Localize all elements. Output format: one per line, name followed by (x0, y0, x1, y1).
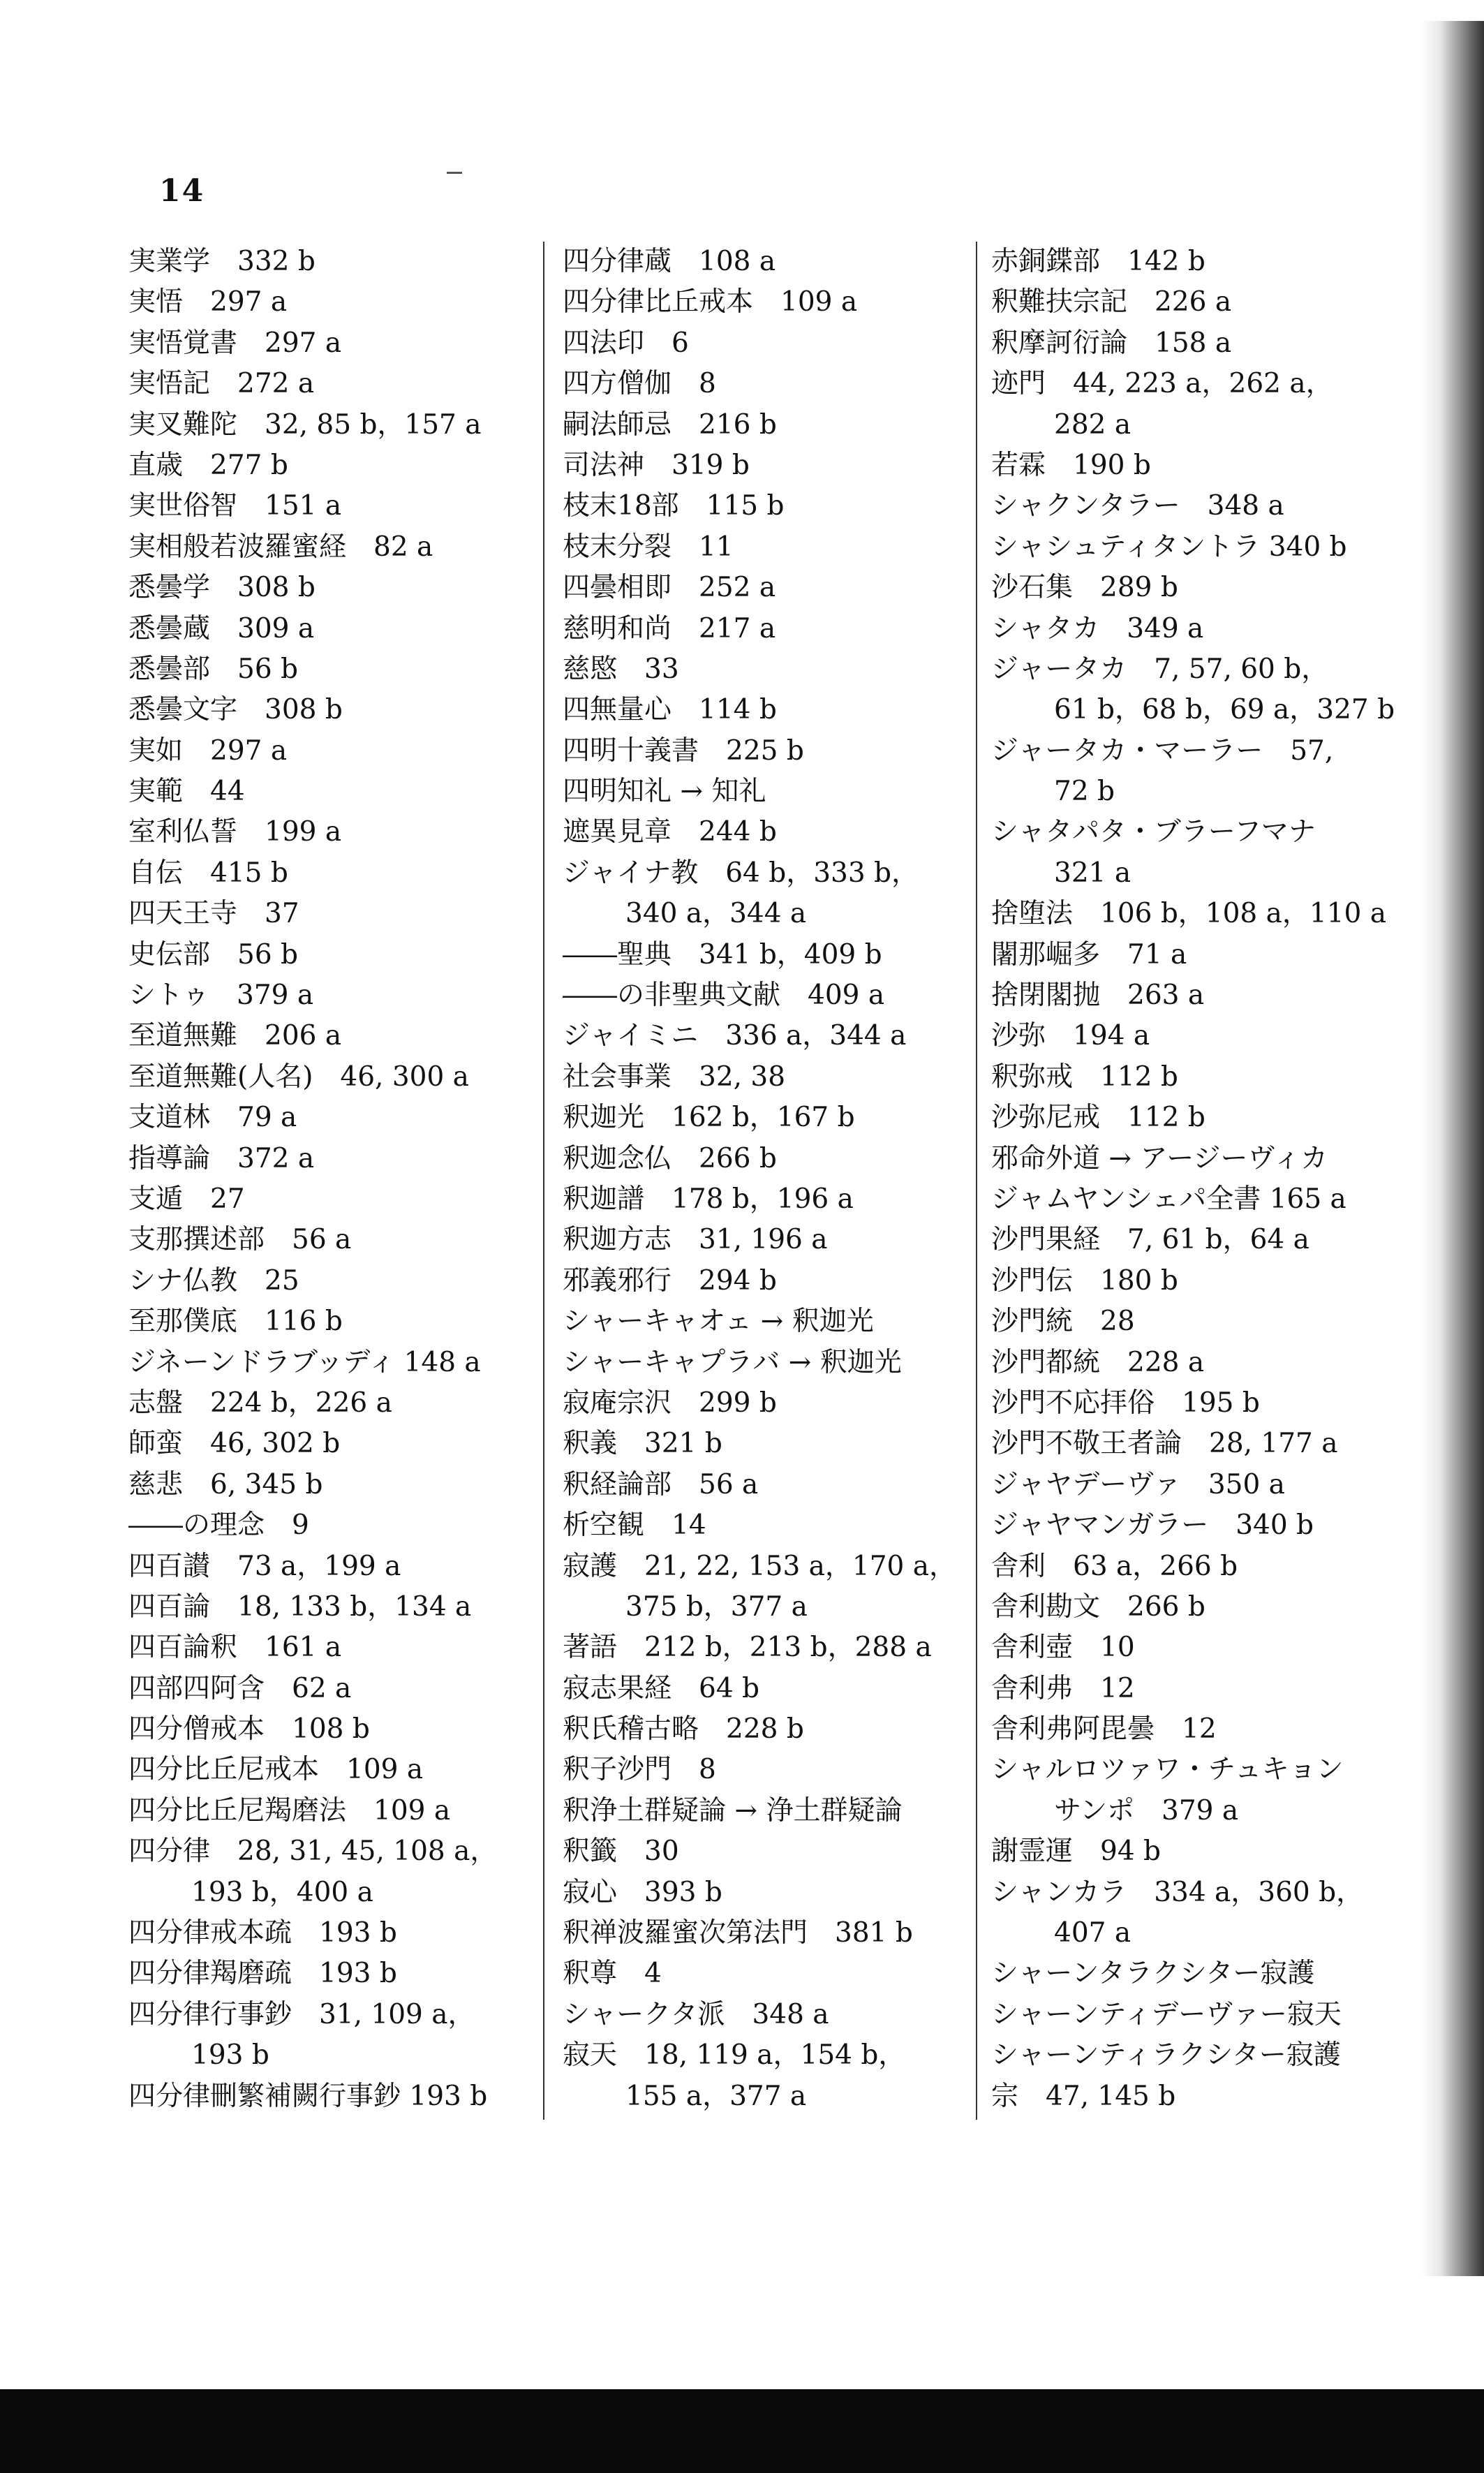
index-entry: 舎利弗阿毘曇 12 (991, 1713, 1217, 1745)
index-entry: 実如 297 a (128, 734, 288, 767)
index-entry: シャーンタラクシター寂護 (991, 1958, 1315, 1990)
index-entry: 四百讃 73 a，199 a (128, 1550, 401, 1582)
index-entry: 沙門統 28 (991, 1306, 1135, 1338)
index-entry: 至道無難 206 a (128, 1020, 342, 1052)
index-entry: 析空観 14 (563, 1509, 706, 1542)
index-entry: 捨堕法 106 b，108 a，110 a (991, 898, 1386, 930)
index-entry: 寂心 393 b (563, 1876, 722, 1908)
index-entry: ジャヤマンガラー 340 b (991, 1509, 1314, 1542)
index-entry: 司法神 319 b (563, 449, 750, 481)
index-entry: 闍那崛多 71 a (991, 938, 1187, 970)
index-entry: 支那撰述部 56 a (128, 1224, 352, 1256)
index-entry: 釈弥戒 112 b (991, 1061, 1178, 1093)
index-entry: 指導論 372 a (128, 1142, 315, 1174)
index-entry: 実悟記 272 a (128, 368, 315, 400)
index-entry: 実業学 332 b (128, 246, 316, 277)
index-entry: 四天王寺 37 (128, 898, 299, 930)
index-entry: 史伝部 56 b (128, 938, 298, 970)
index-entry: 迹門 44, 223 a，262 a， (991, 368, 1333, 400)
index-entry: 釈難扶宗記 226 a (991, 286, 1232, 318)
index-entry: ――の理念 9 (128, 1509, 309, 1542)
index-entry: 舎利 63 a，266 b (991, 1550, 1238, 1582)
index-entry: 321 a (1054, 857, 1131, 889)
index-entry: 慈明和尚 217 a (563, 612, 776, 644)
index-entry: 室利仏誓 199 a (128, 816, 342, 848)
index-entry: 直歳 277 b (128, 449, 288, 481)
index-entry: 155 a，377 a (625, 2080, 807, 2112)
index-column-1 (128, 242, 526, 2117)
index-entry: 四分律比丘戒本 109 a (563, 286, 858, 318)
index-entry: 寂天 18, 119 a，154 b， (563, 2039, 906, 2072)
index-entry: 実悟 297 a (128, 286, 288, 318)
index-entry: ――聖典 341 b，409 b (563, 938, 882, 970)
index-entry: 寂庵宗沢 299 b (563, 1387, 777, 1419)
index-entry: 四明知礼 → 知礼 (563, 776, 766, 808)
index-entry: 舎利勘文 266 b (991, 1590, 1205, 1623)
column-divider-2 (976, 242, 977, 2120)
index-entry: 実世俗智 151 a (128, 490, 342, 522)
index-entry: 釈迦光 162 b，167 b (563, 1102, 855, 1134)
scan-bottom-border (0, 2389, 1484, 2473)
index-entry: 沙門都統 228 a (991, 1346, 1205, 1378)
index-entry: 四明十義書 225 b (563, 734, 804, 767)
index-entry: 四分律戒本疏 193 b (128, 1917, 397, 1949)
index-entry: 舎利弗 12 (991, 1672, 1135, 1704)
index-entry: 慈愍 33 (563, 653, 679, 685)
index-entry: 遮異見章 244 b (563, 816, 777, 848)
index-entry: 沙弥尼戒 112 b (991, 1102, 1205, 1134)
index-entry: 407 a (1054, 1917, 1131, 1949)
index-entry: 四分律蔵 108 a (563, 246, 776, 277)
page-edge-shadow (1421, 21, 1484, 2276)
index-entry: ジャータカ・マーラー 57, (991, 734, 1334, 767)
index-entry: シャルロツァワ・チュキョン (991, 1754, 1344, 1786)
index-entry: 悉曇文字 308 b (128, 694, 343, 726)
index-entry: 340 a，344 a (625, 898, 807, 930)
index-entry: 自伝 415 b (128, 857, 288, 889)
index-entry: 釈迦譜 178 b，196 a (563, 1183, 854, 1215)
index-entry: 志盤 224 b，226 a (128, 1387, 392, 1419)
index-entry: 釈禅波羅蜜次第法門 381 b (563, 1917, 913, 1949)
index-entry: ジャイナ教 64 b，333 b， (563, 857, 919, 889)
index-entry: 師蛮 46, 302 b (128, 1428, 341, 1460)
index-entry: 沙門不敬王者論 28, 177 a (991, 1428, 1338, 1460)
index-entry: 邪義邪行 294 b (563, 1264, 777, 1297)
index-entry: 支遁 27 (128, 1183, 245, 1215)
index-entry: 嗣法師忌 216 b (563, 408, 777, 441)
index-entry: 四法印 6 (563, 327, 689, 359)
index-entry: ジネーンドラブッディ 148 a (128, 1346, 481, 1378)
index-entry: 375 b，377 a (625, 1590, 808, 1623)
index-entry: 枝末分裂 11 (563, 531, 734, 563)
index-entry: 四分比丘尼羯磨法 109 a (128, 1794, 451, 1826)
index-entry: 沙門伝 180 b (991, 1264, 1178, 1297)
index-entry: 実相般若波羅蜜経 82 a (128, 531, 433, 563)
index-entry: 釈迦念仏 266 b (563, 1142, 777, 1174)
index-entry: 捨閉閣抛 263 a (991, 980, 1205, 1012)
index-entry: 釈浄土群疑論 → 浄土群疑論 (563, 1794, 903, 1826)
index-entry: 至道無難(人名) 46, 300 a (128, 1061, 469, 1093)
index-entry: 寂志果経 64 b (563, 1672, 759, 1704)
index-entry: サンポ 379 a (1054, 1794, 1239, 1826)
index-entry: シャーキャオェ → 釈迦光 (563, 1306, 874, 1338)
index-entry: 193 b (191, 2039, 269, 2072)
index-entry: 四百論釈 161 a (128, 1632, 342, 1664)
index-entry: 慈悲 6, 345 b (128, 1468, 323, 1500)
index-entry: シトゥ 379 a (128, 980, 314, 1012)
index-entry: 実範 44 (128, 776, 245, 808)
index-entry: シャタカ 349 a (991, 612, 1204, 644)
index-entry: シャークタ派 348 a (563, 1998, 829, 2030)
index-entry: ジャイミニ 336 a，344 a (563, 1020, 907, 1052)
page-number: 14 (159, 173, 205, 209)
index-entry: ジャヤデーヴァ 350 a (991, 1468, 1285, 1500)
index-entry: シャシュティタントラ 340 b (991, 531, 1347, 563)
index-entry: 四分僧戒本 108 b (128, 1713, 370, 1745)
index-entry: 四分律 28, 31, 45, 108 a， (128, 1836, 498, 1868)
index-entry: シャーンティラクシター寂護 (991, 2039, 1341, 2072)
index-entry: 実悟覚書 297 a (128, 327, 342, 359)
index-entry: 舎利壺 10 (991, 1632, 1135, 1664)
index-entry: 釈籤 30 (563, 1836, 679, 1868)
index-entry: 沙門不応拝俗 195 b (991, 1387, 1260, 1419)
index-entry: 悉曇部 56 b (128, 653, 298, 685)
index-entry: 釈摩訶衍論 158 a (991, 327, 1232, 359)
index-entry: ジャータカ 7, 57, 60 b， (991, 653, 1329, 685)
index-entry: 釈氏稽古略 228 b (563, 1713, 804, 1745)
index-entry: シナ仏教 25 (128, 1264, 299, 1297)
index-entry: 赤銅鍱部 142 b (991, 246, 1205, 277)
index-entry: 61 b，68 b，69 a，327 b (1054, 694, 1395, 726)
index-entry: 四部四阿含 62 a (128, 1672, 352, 1704)
column-divider-1 (543, 242, 544, 2120)
index-entry: 釈義 321 b (563, 1428, 722, 1460)
index-entry: 四曇相即 252 a (563, 572, 776, 604)
index-entry: 宗 47, 145 b (991, 2080, 1176, 2112)
index-entry: 沙弥 194 a (991, 1020, 1150, 1052)
index-entry: 実叉難陀 32, 85 b，157 a (128, 408, 482, 441)
index-column-2 (563, 242, 967, 2117)
index-entry: 釈迦方志 31, 196 a (563, 1224, 828, 1256)
index-entry: ジャムヤンシェパ全書 165 a (991, 1183, 1346, 1215)
index-entry: 72 b (1054, 776, 1115, 808)
index-entry: 至那僕底 116 b (128, 1306, 343, 1338)
index-column-3 (991, 242, 1410, 2117)
top-mark (447, 172, 462, 174)
index-entry: 四無量心 114 b (563, 694, 777, 726)
index-entry: 著語 212 b，213 b，288 a (563, 1632, 932, 1664)
index-entry: 悉曇蔵 309 a (128, 612, 315, 644)
index-entry: シャンカラ 334 a，360 b， (991, 1876, 1364, 1908)
index-entry: 邪命外道 → アージーヴィカ (991, 1142, 1328, 1174)
index-entry: 寂護 21, 22, 153 a，170 a， (563, 1550, 957, 1582)
index-entry: 若霖 190 b (991, 449, 1151, 481)
index-entry: シャーキャプラバ → 釈迦光 (563, 1346, 902, 1378)
index-entry: 四方僧伽 8 (563, 368, 716, 400)
index-entry: 釈経論部 56 a (563, 1468, 759, 1500)
index-entry: 四百論 18, 133 b，134 a (128, 1590, 472, 1623)
index-entry: 枝末18部 115 b (563, 490, 785, 522)
index-entry: 四分比丘尼戒本 109 a (128, 1754, 424, 1786)
index-entry: 282 a (1054, 408, 1131, 441)
index-entry: 193 b，400 a (191, 1876, 373, 1908)
index-entry: 沙門果経 7, 61 b，64 a (991, 1224, 1309, 1256)
index-entry: 社会事業 32, 38 (563, 1061, 786, 1093)
index-entry: 釈子沙門 8 (563, 1754, 716, 1786)
index-entry: 悉曇学 308 b (128, 572, 316, 604)
index-entry: ――の非聖典文献 409 a (563, 980, 885, 1012)
index-entry: シャーンティデーヴァー寂天 (991, 1998, 1342, 2030)
index-entry: シャタパタ・ブラーフマナ (991, 816, 1316, 848)
index-entry: 沙石集 289 b (991, 572, 1178, 604)
index-entry: 四分律刪繁補闕行事鈔 193 b (128, 2080, 488, 2112)
index-entry: シャクンタラー 348 a (991, 490, 1284, 522)
index-entry: 支道林 79 a (128, 1102, 297, 1134)
index-entry: 釈尊 4 (563, 1958, 662, 1990)
index-entry: 四分律行事鈔 31, 109 a， (128, 1998, 475, 2030)
index-entry: 謝霊運 94 b (991, 1836, 1161, 1868)
index-entry: 四分律羯磨疏 193 b (128, 1958, 397, 1990)
